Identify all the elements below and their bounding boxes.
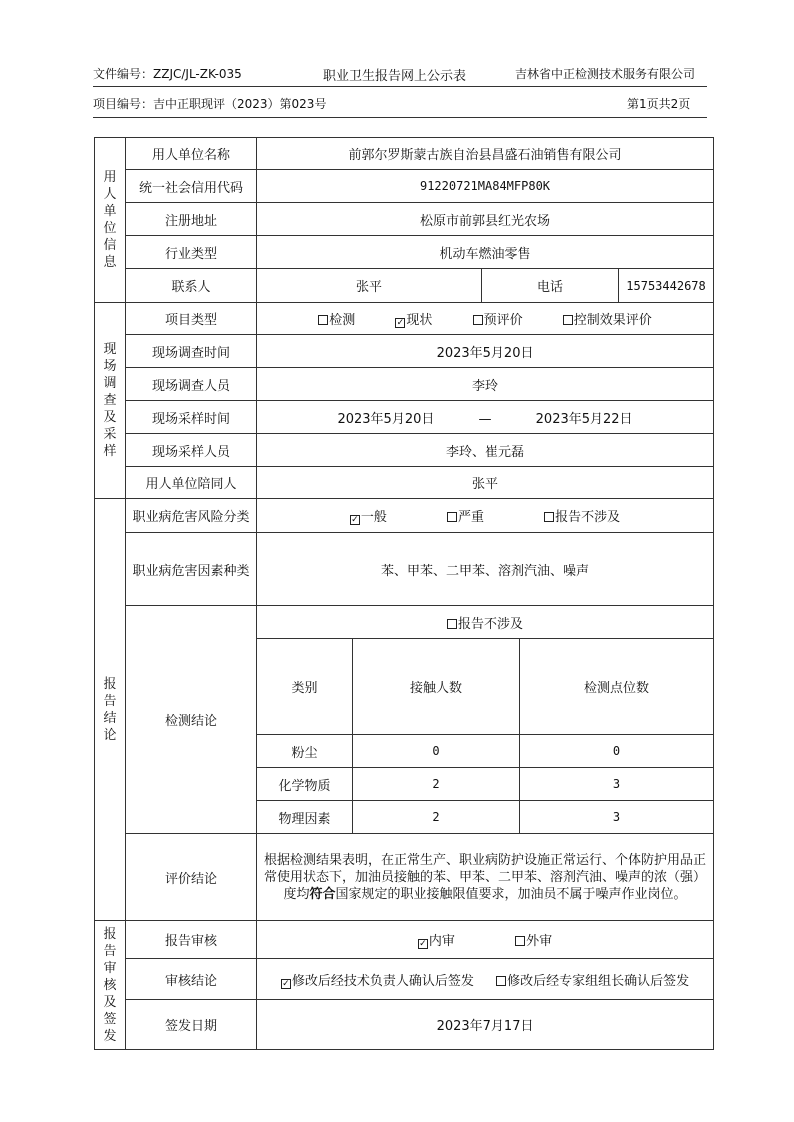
checkbox[interactable]	[515, 936, 525, 946]
cell-exposed: 0	[353, 735, 520, 768]
audit-options	[257, 921, 714, 959]
project-type-options	[257, 303, 714, 335]
section-survey-sampling: 现 场 调 查 及 采 样	[95, 303, 126, 499]
registered-address: 松原市前郭县红光农场	[257, 203, 714, 236]
audit-label: 报告审核	[126, 921, 257, 959]
section-review-issuance: 报 告 审 核 及 签 发	[95, 921, 126, 1050]
employer-name-label: 用人单位名称	[126, 138, 257, 170]
option-tech-lead-approval[interactable]: ✓ 修改后经技术负责人确认后签发	[282, 973, 474, 989]
cell-category: 化学物质	[257, 768, 353, 801]
industry-type: 机动车燃油零售	[257, 236, 714, 269]
audit-result-label: 审核结论	[126, 959, 257, 1000]
company-name: 吉林省中正检测技术服务有限公司	[515, 67, 696, 81]
date-range-dash: —	[478, 411, 492, 427]
survey-time: 2023年5月20日	[257, 335, 714, 368]
checkbox[interactable]	[447, 512, 457, 522]
credit-code-label: 统一社会信用代码	[126, 170, 257, 203]
file-number: 文件编号：ZZJC/JL-ZK-035	[93, 67, 242, 81]
option-external-audit[interactable]: 外审	[515, 930, 552, 949]
checkbox[interactable]: ✓	[351, 515, 359, 525]
audit-result-options	[257, 959, 714, 1000]
header-divider	[93, 117, 707, 118]
checkbox[interactable]	[318, 315, 328, 325]
eval-emphasis: 符合	[309, 886, 336, 902]
option-status-evaluation[interactable]: ✓ 现状	[396, 313, 433, 328]
escort-label: 用人单位陪同人	[126, 467, 257, 499]
surveyor: 李玲	[257, 368, 714, 401]
phone-label: 电话	[482, 269, 619, 303]
page-number: 第1页共2页	[627, 97, 691, 111]
checkbox[interactable]	[544, 512, 554, 522]
escort: 张平	[257, 467, 714, 499]
document-title: 职业卫生报告网上公示表	[323, 69, 467, 84]
option-expert-lead-approval[interactable]: 修改后经专家组组长确认后签发	[496, 970, 689, 989]
option-risk-not-applicable[interactable]: 报告不涉及	[544, 506, 620, 525]
evaluation-conclusion-label: 评价结论	[126, 834, 257, 921]
project-type-label: 项目类型	[126, 303, 257, 335]
option-pre-evaluation[interactable]: 预评价	[473, 309, 523, 328]
col-header-category: 类别	[257, 639, 353, 735]
checkbox[interactable]	[473, 315, 483, 325]
checkbox[interactable]: ✓	[419, 939, 427, 949]
industry-label: 行业类型	[126, 236, 257, 269]
risk-classification-options	[257, 499, 714, 533]
sampling-end: 2023年5月22日	[535, 411, 633, 427]
cell-exposed: 2	[353, 768, 520, 801]
checkbox[interactable]	[447, 619, 457, 629]
issue-date: 2023年7月17日	[257, 1000, 714, 1050]
detection-not-applicable	[257, 606, 714, 639]
address-label: 注册地址	[126, 203, 257, 236]
contact-label: 联系人	[126, 269, 257, 303]
cell-category: 粉尘	[257, 735, 353, 768]
risk-classification-label: 职业病危害风险分类	[126, 499, 257, 533]
sampling-time-label: 现场采样时间	[126, 401, 257, 434]
section-report-conclusion: 报 告 结 论	[95, 499, 126, 921]
col-header-exposed: 接触人数	[353, 639, 520, 735]
option-risk-general[interactable]: ✓ 一般	[351, 510, 387, 525]
hazard-factors-label: 职业病危害因素种类	[126, 533, 257, 606]
credit-code: 91220721MA84MFP80K	[257, 170, 714, 203]
disclosure-table	[94, 137, 714, 1050]
employer-name: 前郭尔罗斯蒙古族自治县昌盛石油销售有限公司	[257, 138, 714, 170]
section-employer-info: 用 人 单 位 信 息	[95, 138, 126, 303]
cell-points: 0	[520, 735, 714, 768]
checkbox[interactable]	[563, 315, 573, 325]
surveyor-label: 现场调查人员	[126, 368, 257, 401]
hazard-factors: 苯、甲苯、二甲苯、溶剂汽油、噪声	[257, 533, 714, 606]
project-number: 项目编号：吉中正职现评（2023）第023号	[93, 97, 327, 111]
contact-person: 张平	[257, 269, 482, 303]
sampler-label: 现场采样人员	[126, 434, 257, 467]
checkbox[interactable]: ✓	[396, 318, 405, 328]
sampling-start: 2023年5月20日	[337, 411, 435, 427]
cell-exposed: 2	[353, 801, 520, 834]
phone-number: 15753442678	[619, 269, 714, 303]
survey-time-label: 现场调查时间	[126, 335, 257, 368]
cell-category: 物理因素	[257, 801, 353, 834]
option-detection-not-applicable[interactable]: 报告不涉及	[447, 613, 523, 632]
option-risk-serious[interactable]: 严重	[447, 506, 484, 525]
cell-points: 3	[520, 768, 714, 801]
checkbox[interactable]	[496, 976, 506, 986]
checkbox[interactable]: ✓	[282, 978, 290, 989]
col-header-points: 检测点位数	[520, 639, 714, 735]
evaluation-conclusion: 根据检测结果表明，在正常生产、职业病防护设施正常运行、个体防护用品正常使用状态下，加油员接触的苯、甲苯、二甲苯、溶剂汽油、噪声的浓（强）度均符合国家规定的职业接触限值要求，加油员不属于噪声作业岗位。	[257, 834, 714, 921]
header-divider	[93, 86, 707, 87]
samplers: 李玲、崔元磊	[257, 434, 714, 467]
option-control-effect-evaluation[interactable]: 控制效果评价	[563, 309, 652, 328]
option-inspection[interactable]: 检测	[318, 309, 355, 328]
issue-date-label: 签发日期	[126, 1000, 257, 1050]
option-internal-audit[interactable]: ✓ 内审	[419, 934, 455, 949]
detection-conclusion-label: 检测结论	[126, 606, 257, 834]
cell-points: 3	[520, 801, 714, 834]
sampling-time	[257, 401, 714, 434]
